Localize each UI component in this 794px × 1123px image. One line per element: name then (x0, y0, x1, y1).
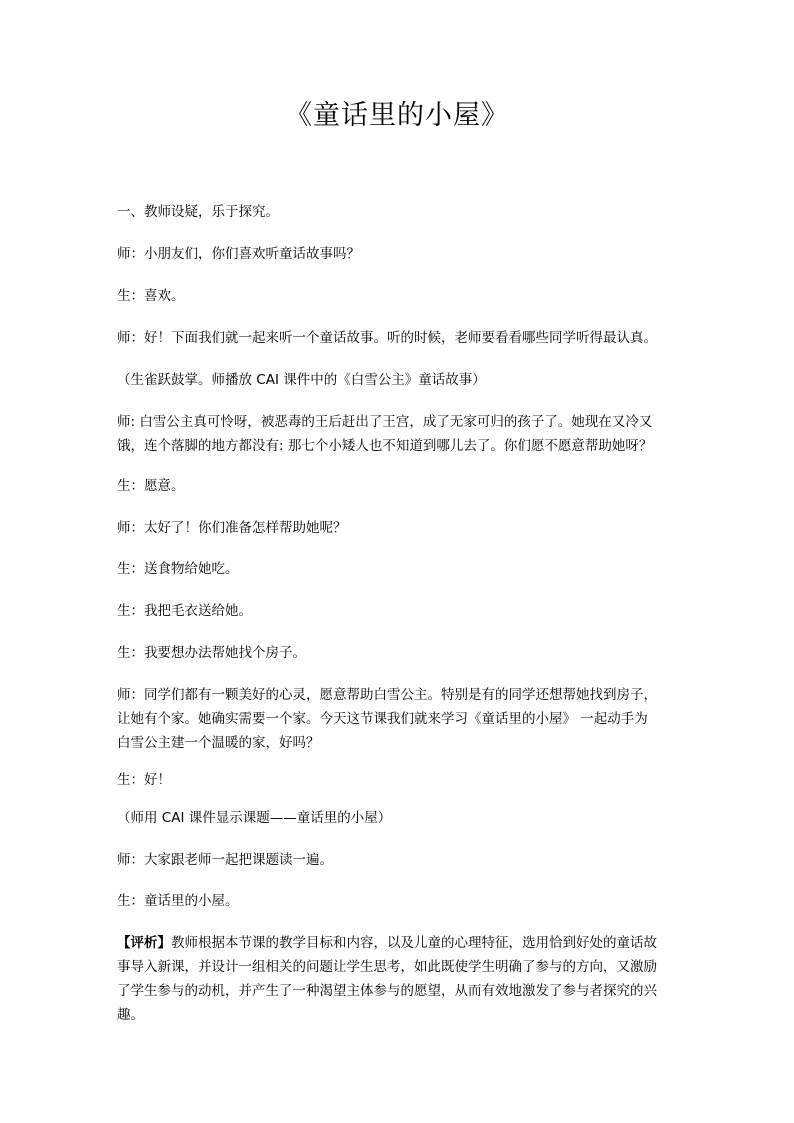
paragraph-line: 白雪公主建一个温暖的家，好吗？ (117, 735, 320, 751)
paragraph-line: 师：太好了！你们准备怎样帮助她呢？ (117, 520, 347, 536)
paragraph-line: 生：送食物给她吃。 (117, 561, 239, 577)
paragraph-dialogue (117, 284, 679, 308)
paragraph-line: 饿，连个落脚的地方都没有: 那七个小矮人也不知道到哪儿去了。你们愿不愿意帮助她呀？ (117, 438, 653, 454)
paragraph-dialogue (117, 768, 679, 792)
paragraph-line: （生雀跃鼓掌。师播放 CAI 课件中的《白雪公主》童话故事） (117, 372, 486, 388)
paragraph-line: 生：我把毛衣送给她。 (117, 603, 252, 619)
paragraph-dialogue (117, 410, 679, 458)
paragraph-line: 师: 白雪公主真可怜呀，被恶毒的王后赶出了王宫，成了无家可归的孩子了。她现在又冷又 (117, 414, 653, 430)
paragraph-dialogue (117, 242, 679, 266)
paragraph-line: 师：好！下面我们就一起来听一个童话故事。听的时候，老师要看看哪些同学听得最认真。 (117, 330, 657, 346)
paragraph-stage-direction (117, 368, 679, 392)
paragraph-line: 一、教师设疑，乐于探究。 (117, 204, 279, 220)
paragraph-stage-direction (117, 806, 679, 830)
paragraph-section-heading (117, 200, 679, 224)
paragraph-dialogue (117, 516, 679, 540)
paragraph-line: 让她有个家。她确实需要一个家。今天这节课我们就来学习《童话里的小屋》 一起动手为 (117, 711, 648, 727)
paragraph-dialogue (117, 641, 679, 665)
document-title: 《童话里的小屋》 (285, 100, 509, 131)
paragraph-line (117, 931, 679, 955)
review-line: 教师根据本节课的教学目标和内容，以及儿童的心理特征，选用恰到好处的童话故 (171, 935, 657, 951)
paragraph-dialogue (117, 326, 679, 350)
paragraph-line: 生：我要想办法帮她找个房子。 (117, 645, 306, 661)
paragraph-dialogue (117, 557, 679, 581)
paragraph-review (117, 931, 679, 1027)
review-line: 事导入新课，并设计一组相关的问题让学生思考，如此既使学生明确了参与的方向，又激励 (117, 959, 657, 975)
review-line: 了学生参与的动机，并产生了一种渴望主体参与的愿望，从而有效地激发了参与者探究的兴 (117, 983, 657, 999)
paragraph-dialogue (117, 889, 679, 913)
paragraph-line: 生：好！ (117, 772, 171, 788)
review-tag: 【评析】 (117, 935, 171, 951)
review-line: 趣。 (117, 1007, 144, 1023)
paragraph-line: 生：愿意。 (117, 478, 185, 494)
paragraph-line: 生：喜欢。 (117, 288, 185, 304)
paragraph-line: 师：小朋友们，你们喜欢听童话故事吗？ (117, 246, 360, 262)
paragraph-line: 师：大家跟老师一起把课题读一遍。 (117, 852, 333, 868)
paragraph-dialogue (117, 474, 679, 498)
paragraph-line: 师：同学们都有一颗美好的心灵，愿意帮助白雪公主。特别是有的同学还想帮她找到房子， (117, 687, 657, 703)
paragraph-dialogue (117, 683, 679, 755)
paragraph-dialogue (117, 848, 679, 872)
paragraph-line: 生：童话里的小屋。 (117, 893, 239, 909)
paragraph-line: （师用 CAI 课件显示课题——童话里的小屋） (117, 810, 392, 826)
paragraph-dialogue (117, 599, 679, 623)
